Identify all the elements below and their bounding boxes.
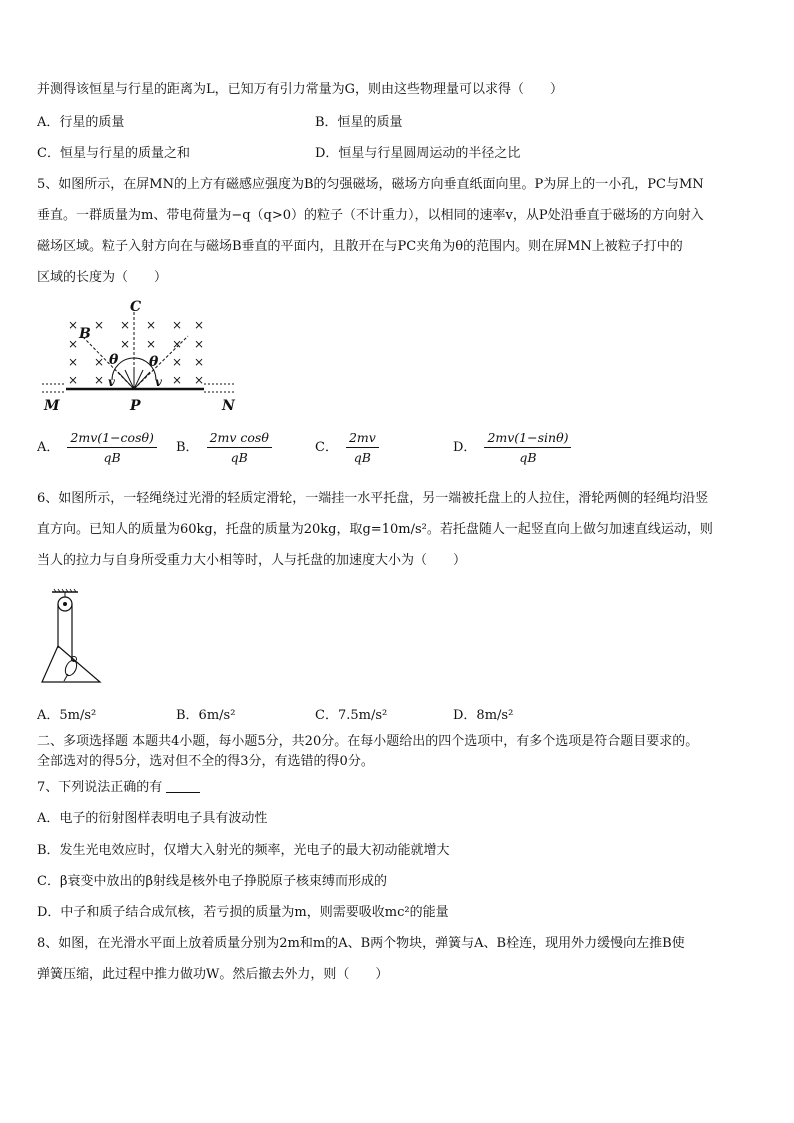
q4-stem-tail: 并测得该恒星与行星的距离为L，已知万有引力常量为G，则由这些物理量可以求得（ ） [37, 82, 564, 97]
field-cross: × [146, 318, 157, 332]
section2-heading-line2: 全部选对的得5分，选对但不全的得3分，有选错的得0分。 [37, 754, 374, 769]
q6-stem-line3: 当人的拉力与自身所受重力大小相等时，人与托盘的加速度大小为（ ） [37, 553, 467, 568]
field-cross: × [120, 337, 131, 351]
field-cross: × [172, 373, 183, 387]
field-cross: × [94, 355, 105, 369]
q5-option-c [315, 430, 379, 465]
q5-option-d-numerator: 2mv(1−sinθ) [484, 430, 571, 448]
q5-option-b-denominator: qB [230, 450, 248, 465]
q5-stem-line3: 磁场区域。粒子入射方向在与磁场B垂直的平面内，且散开在与PC夹角为θ的范围内。则在屏MN上被粒子打中的 [37, 239, 683, 254]
field-cross: × [94, 318, 105, 332]
q5-option-b-label: B． [176, 440, 199, 455]
q5-option-b-numerator: 2mv cosθ [207, 430, 272, 448]
q7-option-b: B．发生光电效应时，仅增大入射光的频率，光电子的最大初动能就增大 [37, 843, 450, 858]
q5-stem-line2: 垂直。一群质量为m、带电荷量为−q（q>0）的粒子（不计重力），以相同的速率v，从P处沿垂直于磁场的方向射入 [37, 208, 704, 223]
field-cross: × [172, 337, 183, 351]
q6-option-d: D．8m/s² [453, 708, 514, 723]
q5-option-b [176, 430, 272, 465]
q8-stem-line2: 弹簧压缩，此过程中推力做功W。然后撤去外力，则（ ） [37, 967, 389, 982]
field-cross: × [172, 355, 183, 369]
label-p: P [130, 398, 141, 414]
q5-option-d [453, 430, 571, 465]
label-n: N [222, 398, 235, 414]
label-b: B [79, 326, 91, 342]
q6-stem-line1: 6、如图所示，一轻绳绕过光滑的轻质定滑轮，一端挂一水平托盘，另一端被托盘上的人拉住，滑轮两侧的轻绳均沿竖 [37, 491, 709, 506]
q4-option-a: A．行星的质量 [37, 115, 125, 130]
q5-option-a [37, 430, 157, 465]
field-cross: × [172, 318, 183, 332]
q7-option-a: A．电子的衍射图样表明电子具有波动性 [37, 811, 268, 826]
field-cross: × [68, 337, 79, 351]
q7-option-d: D．中子和质子结合成氘核，若亏损的质量为m，则需要吸收mc²的能量 [37, 905, 449, 920]
q8-stem-line1: 8、如图，在光滑水平面上放着质量分别为2m和m的A、B两个物块，弹簧与A、B栓连，现用外力缓慢向左推B使 [37, 936, 685, 951]
field-cross: × [194, 373, 205, 387]
q6-pulley-figure [38, 588, 104, 688]
q5-option-d-denominator: qB [519, 450, 537, 465]
label-theta-left: θ [109, 352, 119, 368]
q4-option-d: D．恒星与行星圆周运动的半径之比 [315, 146, 521, 161]
q5-option-c-denominator: qB [353, 450, 371, 465]
q5-option-c-numerator: 2mv [346, 430, 379, 448]
q5-option-a-denominator: qB [103, 450, 121, 465]
label-c: C [130, 300, 142, 315]
field-cross: × [146, 337, 157, 351]
field-cross: × [68, 373, 79, 387]
field-cross: × [194, 318, 205, 332]
field-cross: × [94, 373, 105, 387]
q7-option-c: C．β衰变中放出的β射线是核外电子挣脱原子核束缚而形成的 [37, 874, 387, 889]
q5-option-a-numerator: 2mv(1−cosθ) [67, 430, 157, 448]
q4-option-b: B．恒星的质量 [315, 115, 403, 130]
q5-stem-line1: 5、如图所示，在屏MN的上方有磁感应强度为B的匀强磁场，磁场方向垂直纸面向里。P为屏上的一小孔，PC与MN [37, 177, 704, 192]
q7-answer-blank [166, 792, 200, 793]
label-theta-right: θ [149, 354, 159, 370]
q5-option-d-label: D． [453, 440, 477, 455]
q6-option-c: C．7.5m/s² [315, 708, 388, 723]
q7-stem [37, 779, 200, 797]
q5-option-a-label: A． [37, 440, 60, 455]
q5-magnetic-field-figure [38, 300, 248, 415]
field-cross: × [120, 318, 131, 332]
q4-option-c: C．恒星与行星的质量之和 [37, 146, 190, 161]
label-v-left: v [108, 375, 115, 389]
field-cross: × [68, 318, 79, 332]
section2-heading-line1: 二、多项选择题 本题共4小题，每小题5分，共20分。在每小题给出的四个选项中，有多个选项是符合题目要求的。 [37, 734, 699, 749]
label-v-right: v [155, 375, 162, 389]
field-cross: × [194, 337, 205, 351]
q5-stem-line4: 区域的长度为（ ） [37, 270, 168, 285]
q5-option-c-label: C． [315, 440, 338, 455]
q6-option-b: B．6m/s² [176, 708, 236, 723]
field-cross: × [194, 355, 205, 369]
q6-stem-line2: 直方向。已知人的质量为60kg，托盘的质量为20kg，取g=10m/s²。若托盘随人一起竖直向上做匀加速直线运动，则 [37, 522, 713, 537]
label-m: M [44, 398, 60, 414]
q6-option-a: A．5m/s² [37, 708, 97, 723]
q7-stem-text: 7、下列说法正确的有 [37, 780, 163, 795]
field-cross: × [68, 355, 79, 369]
